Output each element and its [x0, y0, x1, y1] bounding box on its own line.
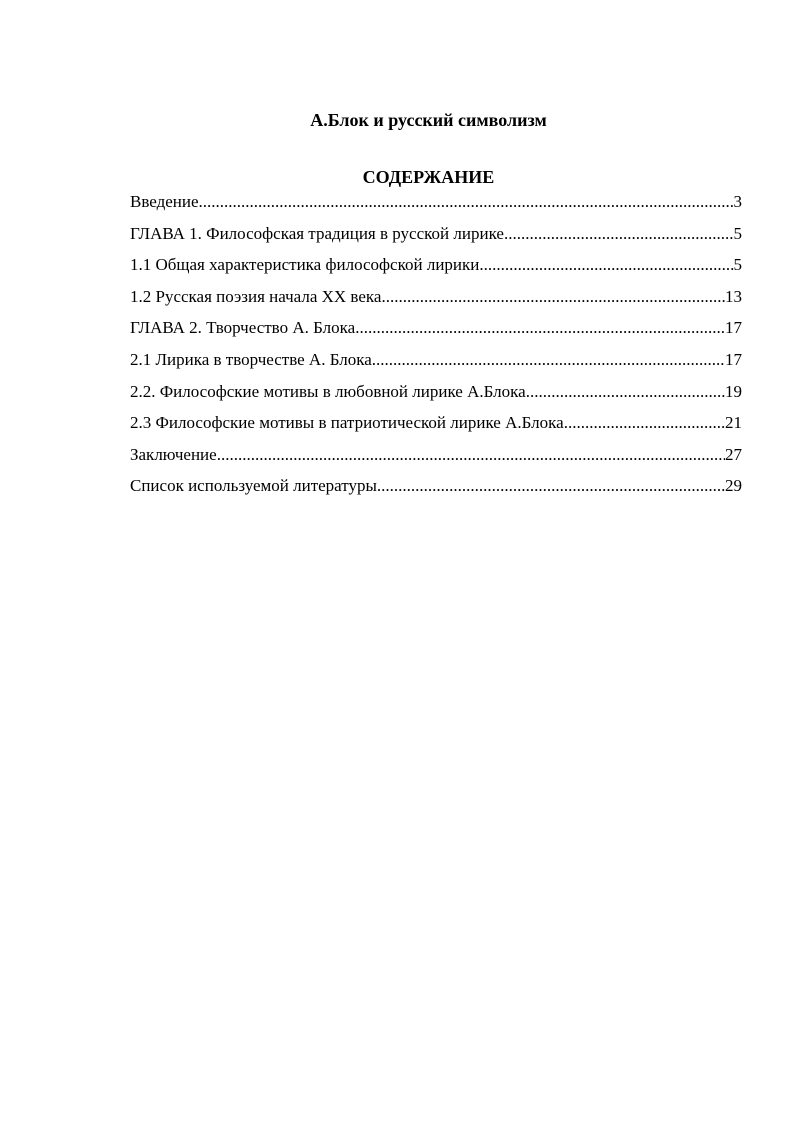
- toc-entry-title: Заключение: [130, 444, 217, 464]
- toc-entry-title: Введение: [130, 192, 199, 211]
- toc-entry-title: 2.1 Лирика в творчестве А. Блока: [130, 349, 372, 369]
- toc-entry-page: 5: [733, 255, 742, 275]
- document-title: А.Блок и русский символизм: [310, 110, 547, 130]
- toc-entry-page: 3: [733, 192, 742, 211]
- toc-entry-title: 1.2 Русская поэзия начала XX века: [130, 286, 382, 306]
- toc-heading: СОДЕРЖАНИЕ: [362, 167, 495, 187]
- toc-entry-title: Список используемой литературы: [130, 476, 377, 496]
- toc-entry: [130, 474, 742, 506]
- toc-entry: [130, 411, 742, 443]
- toc-leader-dots: [504, 222, 734, 246]
- toc-entry: [130, 348, 742, 380]
- toc-entry-title: 2.2. Философские мотивы в любовной лирике А.Блока: [130, 381, 526, 401]
- toc-leader-dots: [355, 316, 725, 340]
- toc-leader-dots: [564, 411, 725, 435]
- toc-leader-dots: [199, 190, 734, 214]
- toc-entry-page: 19: [725, 381, 742, 401]
- toc-leader-dots: [526, 380, 725, 404]
- toc-leader-dots: [377, 474, 725, 498]
- toc-entry-title: ГЛАВА 2. Творчество А. Блока: [130, 318, 356, 338]
- toc-leader-dots: [381, 285, 725, 309]
- toc-entry-page: 5: [733, 223, 742, 243]
- toc-entry-page: 17: [725, 349, 742, 369]
- toc-entry: [130, 380, 742, 412]
- toc-entry-page: 21: [725, 413, 742, 433]
- toc-entry: [130, 285, 742, 317]
- toc-entry-title: ГЛАВА 1. Философская традиция в русской лирике: [130, 223, 504, 243]
- toc-entry: [130, 443, 742, 475]
- toc-entry-page: 13: [725, 286, 742, 306]
- toc-entry-page: 27: [725, 444, 742, 464]
- table-of-contents: [130, 190, 742, 506]
- toc-entry-title: 1.1 Общая характеристика философской лирики: [130, 255, 480, 275]
- toc-entry-page: 29: [725, 476, 742, 496]
- toc-entry-title: 2.3 Философские мотивы в патриотической лирике А.Блока: [130, 413, 564, 433]
- toc-entry: [130, 190, 742, 222]
- toc-leader-dots: [372, 348, 725, 372]
- toc-leader-dots: [479, 253, 733, 277]
- toc-leader-dots: [217, 443, 725, 467]
- toc-entry-page: 17: [725, 318, 742, 338]
- toc-entry: [130, 222, 742, 254]
- toc-entry: [130, 253, 742, 285]
- toc-entry: [130, 316, 742, 348]
